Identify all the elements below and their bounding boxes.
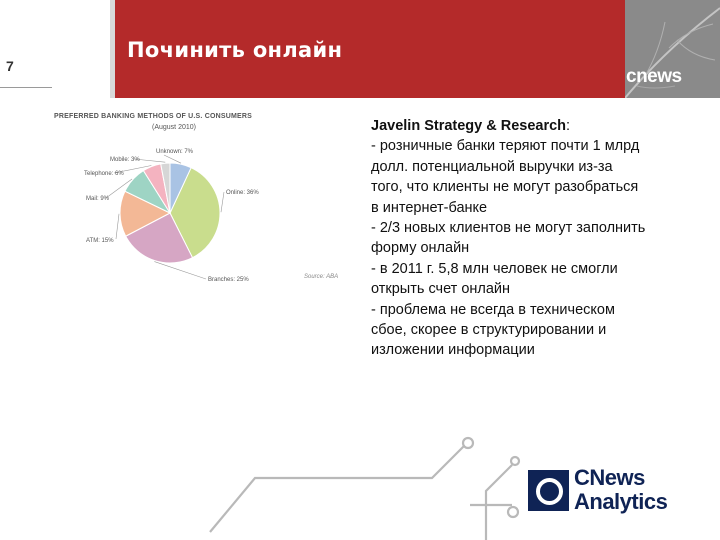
pie-label-atm: ATM: 15% — [86, 238, 114, 244]
text-line: сбое, скорее в структурировании и — [371, 322, 607, 339]
pie-label-telephone: Telephone: 6% — [84, 171, 124, 177]
footer-logo-line1: CNews — [574, 465, 645, 490]
text-line: - розничные банки теряют почти 1 млрд — [371, 138, 640, 155]
text-line: изложении информации — [371, 342, 535, 359]
pie-label-online: Online: 36% — [226, 190, 259, 196]
pie-label-branches: Branches: 25% — [208, 277, 249, 283]
text-line: - проблема не всегда в техническом — [371, 301, 615, 318]
slide-number: 7 — [6, 58, 14, 74]
cnews-analytics-wordmark — [574, 466, 667, 514]
text-line: в интернет-банке — [371, 199, 488, 216]
cnews-logo: cnews — [626, 66, 682, 87]
cnews-analytics-logo — [528, 466, 698, 516]
text-line: того, что клиенты не могут разобраться — [371, 179, 639, 196]
text-heading: Javelin Strategy & Research — [371, 118, 567, 134]
chart-title: PREFERRED BANKING METHODS OF U.S. CONSUMERS — [54, 113, 252, 120]
pie-label-unknown: Unknown: 7% — [156, 149, 194, 155]
text-line: - 2/3 новых клиентов не могут заполнить — [371, 220, 646, 237]
chart-subtitle: (August 2010) — [152, 124, 196, 131]
text-line: форму онлайн — [371, 240, 470, 257]
slide-title: Починить онлайн — [127, 38, 343, 62]
text-heading-suffix: : — [566, 118, 571, 134]
chart-source: Source: ABA — [304, 274, 339, 280]
footer-logo-line2: Analytics — [574, 489, 668, 514]
pie-label-mail: Mail: 9% — [86, 196, 110, 202]
text-line: - в 2011 г. 5,8 млн человек не смогли — [371, 260, 618, 277]
cnews-analytics-mark-icon — [528, 470, 569, 511]
pie-label-mobile: Mobile: 3% — [110, 157, 140, 163]
text-line: долл. потенциальной выручки из-за — [371, 158, 613, 175]
text-line: открыть счет онлайн — [371, 281, 511, 298]
